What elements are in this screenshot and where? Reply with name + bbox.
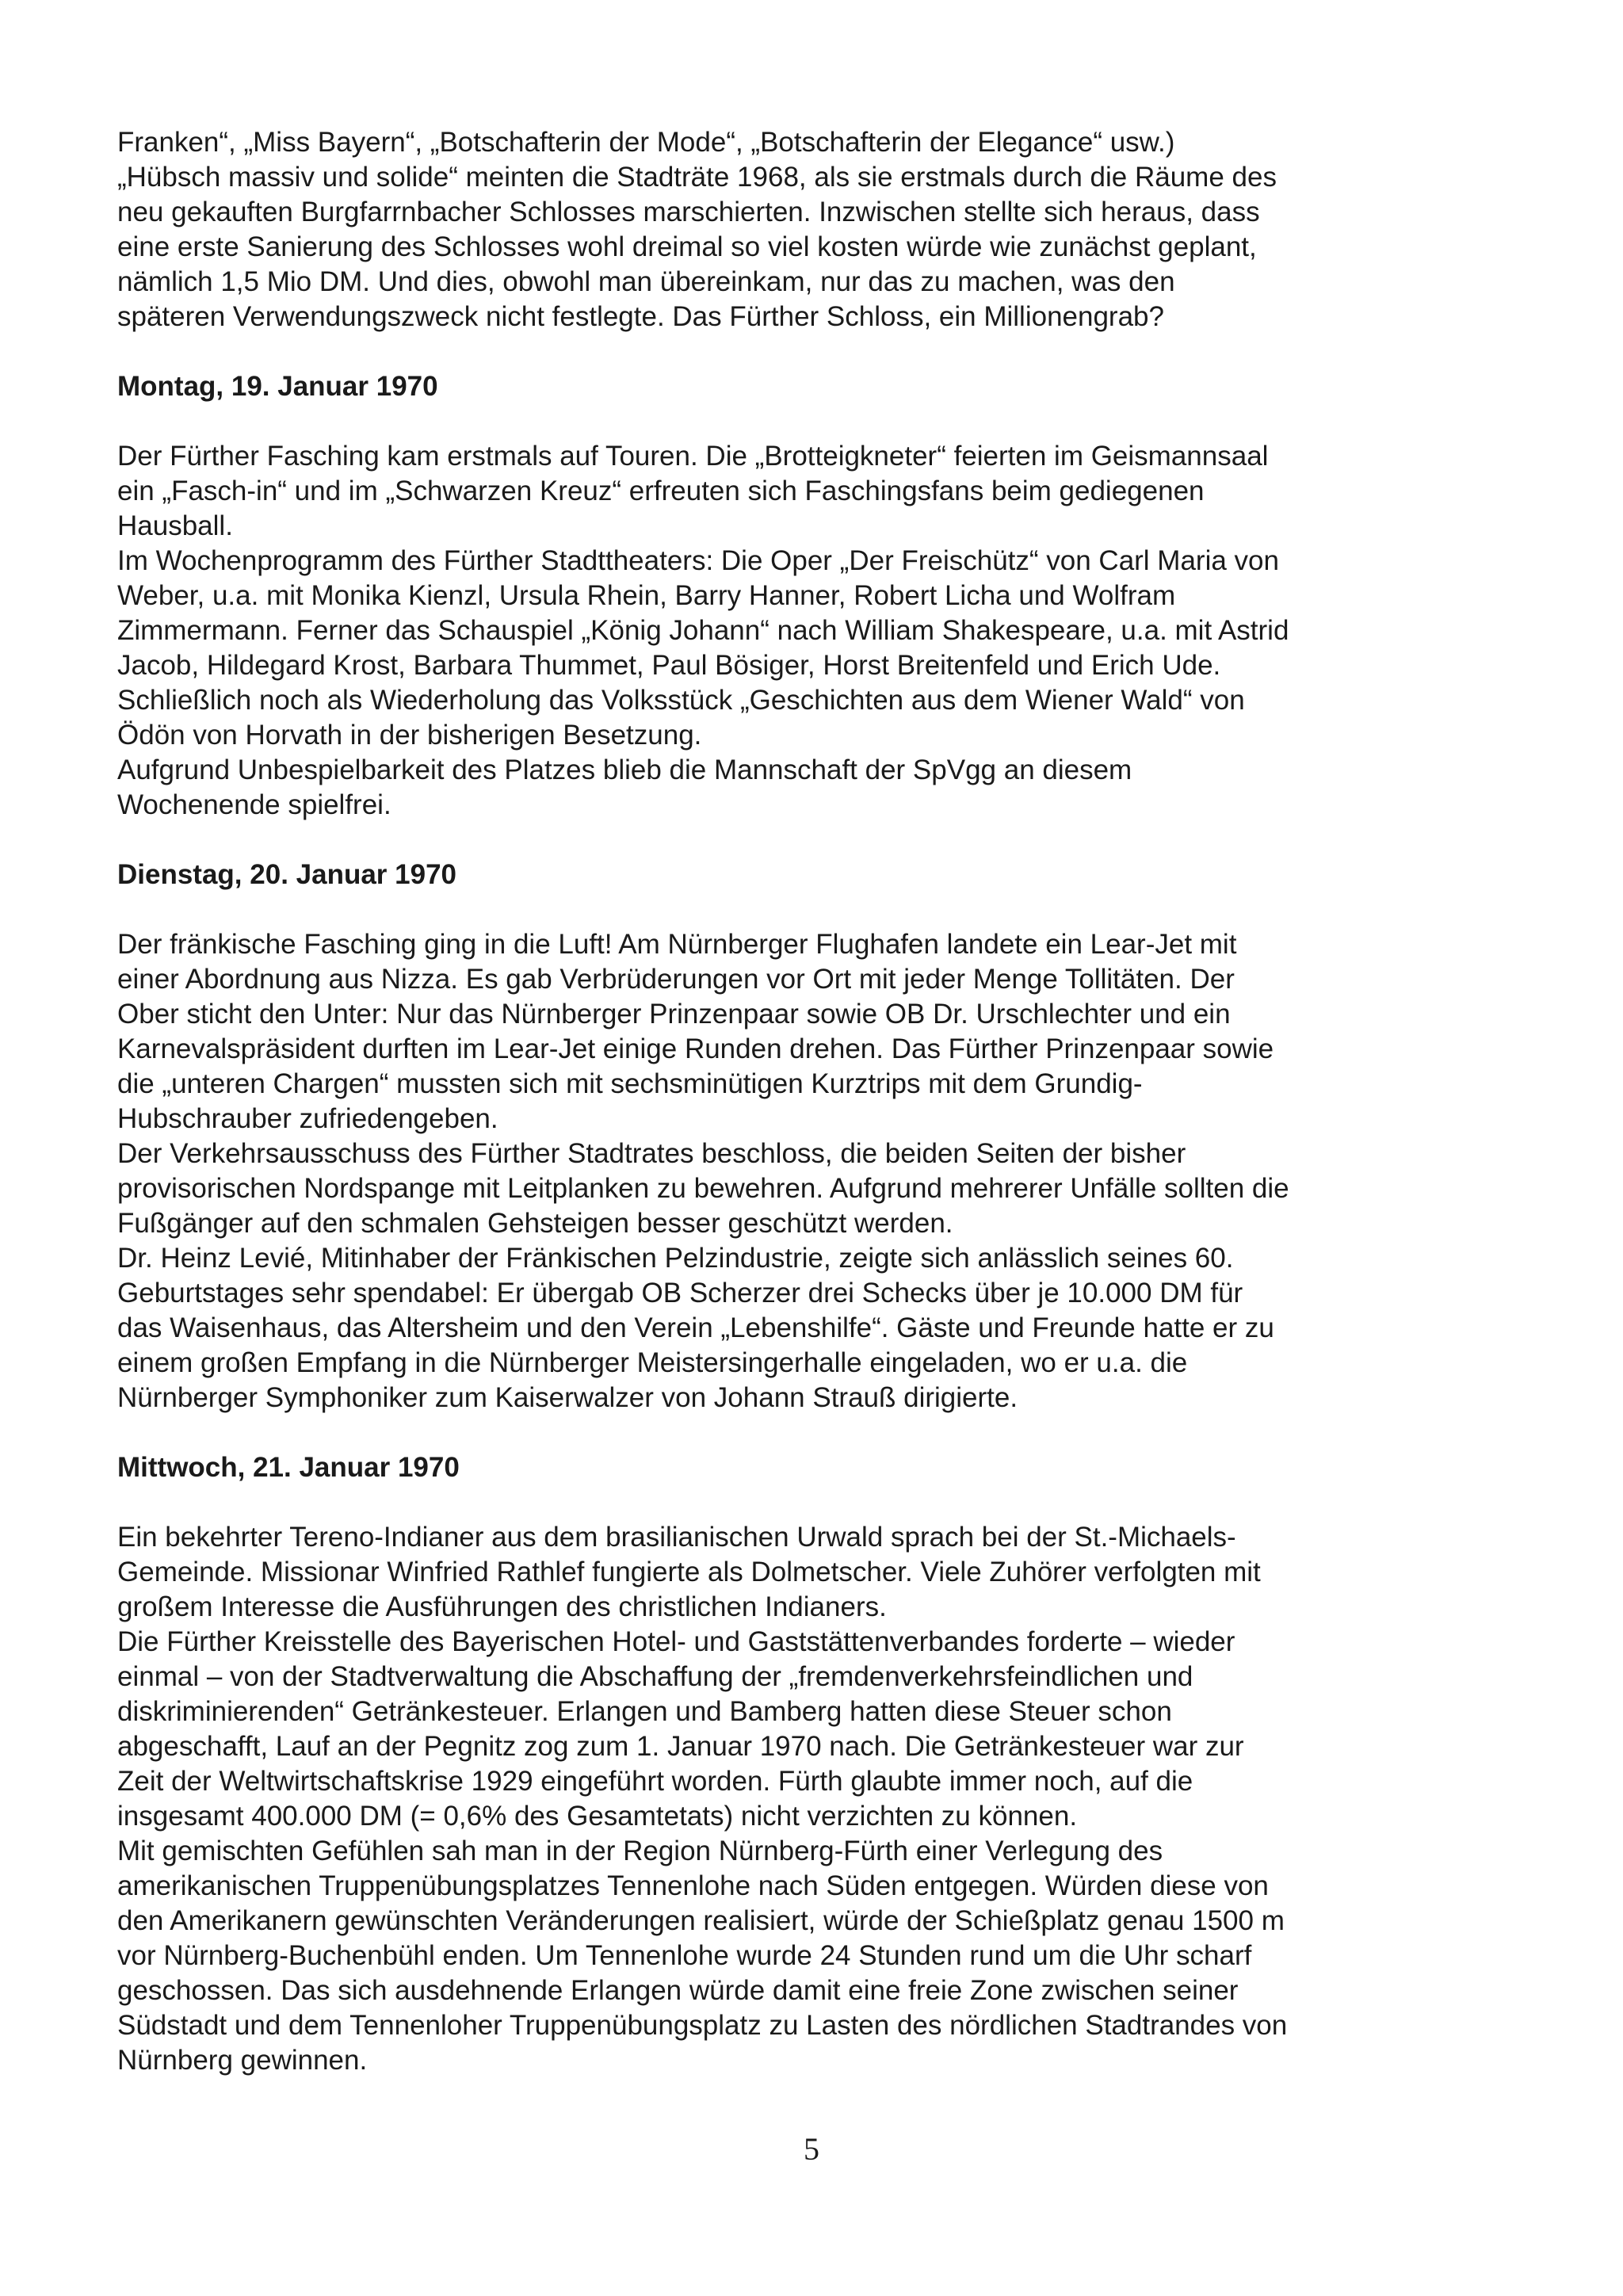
section-heading: Mittwoch, 21. Januar 1970 xyxy=(117,1452,460,1483)
section-heading: Montag, 19. Januar 1970 xyxy=(117,371,438,402)
spacer xyxy=(117,334,1401,369)
spacer xyxy=(117,1485,1401,1520)
section-paragraph: Der fränkische Fasching ging in die Luft! Am Nürnberger Flughafen landete ein Lear-Jet mit einer Abordnung aus Nizza. Es gab Verbrüderungen vor Ort mit jeder Menge Tollitäten. Der Ober sticht den Unter: Nur das Nürnberger Prinzenpaar sowie OB Dr. Urschlechter und ein Karnevalspräsident durften im Lear-Jet einige Runden drehen. Das Fürther Prinzenpaar sowie die „unteren Chargen“ mussten sich mit sechsminütigen Kurztrips mit dem Grundig- Hubschrauber zufriedengeben. xyxy=(117,929,1274,1134)
section-paragraph: Der Fürther Fasching kam erstmals auf Touren. Die „Brotteigkneter“ feierten im Geismannsaal ein „Fasch-in“ und im „Schwarzen Kreuz“ erfreuten sich Faschingsfans beim gediegenen Hausball. xyxy=(117,441,1269,541)
section-paragraph: Im Wochenprogramm des Fürther Stadttheaters: Die Oper „Der Freischütz“ von Carl Maria von Weber, u.a. mit Monika Kienzl, Ursula Rhein, Barry Hanner, Robert Licha und Wolfram Zimmermann. Ferner das Schauspiel „König Johann“ nach William Shakespeare, u.a. mit Astrid Jacob, Hildegard Krost, Barbara Thummet, Paul Bösiger, Horst Breitenfeld und Erich Ude. Schließlich noch als Wiederholung das Volksstück „Geschichten aus dem Wiener Wald“ von Ödön von Horvath in der bisherigen Besetzung. xyxy=(117,545,1289,751)
section-paragraph: Ein bekehrter Tereno-Indianer aus dem brasilianischen Urwald sprach bei der St.-Michaels- Gemeinde. Missionar Winfried Rathlef fungierte als Dolmetscher. Viele Zuhörer verfolgten mit großem Interesse die Ausführungen des christlichen Indianers. xyxy=(117,1522,1261,1622)
spacer xyxy=(117,823,1401,858)
section-montag xyxy=(117,369,1401,823)
spacer xyxy=(117,1415,1401,1450)
section-paragraph: Der Verkehrsausschuss des Fürther Stadtrates beschloss, die beiden Seiten der bisher provisorischen Nordspange mit Leitplanken zu bewehren. Aufgrund mehrerer Unfälle sollten die Fußgänger auf den schmalen Gehsteigen besser geschützt werden. xyxy=(117,1138,1289,1239)
page-number: 5 xyxy=(804,2131,819,2167)
section-mittwoch xyxy=(117,1450,1401,2078)
spacer xyxy=(117,404,1401,439)
section-heading: Dienstag, 20. Januar 1970 xyxy=(117,859,456,890)
section-paragraph: Mit gemischten Gefühlen sah man in der Region Nürnberg-Fürth einer Verlegung des amerikanischen Truppenübungsplatzes Tennenlohe nach Süden entgegen. Würden diese von den Amerikanern gewünschten Veränderungen realisiert, würde der Schießplatz genau 1500 m vor Nürnberg-Buchenbühl enden. Um Tennenlohe wurde 24 Stunden rund um die Uhr scharf geschossen. Das sich ausdehnende Erlangen würde damit eine freie Zone zwischen seiner Südstadt und dem Tennenloher Truppenübungsplatz zu Lasten des nördlichen Stadtrandes von Nürnberg gewinnen. xyxy=(117,1836,1288,2076)
spacer xyxy=(117,892,1401,927)
section-dienstag xyxy=(117,858,1401,1415)
section-paragraph: Die Fürther Kreisstelle des Bayerischen Hotel- und Gaststättenverbandes forderte – wieder einmal – von der Stadtverwaltung die Abschaffung der „fremdenverkehrsfeindlichen und diskriminierenden“ Getränkesteuer. Erlangen und Bamberg hatten diese Steuer schon abgeschafft, Lauf an der Pegnitz zog zum 1. Januar 1970 nach. Die Getränkesteuer war zur Zeit der Weltwirtschaftskrise 1929 eingeführt worden. Fürth glaubte immer noch, auf die insgesamt 400.000 DM (= 0,6% des Gesamtetats) nicht verzichten zu können. xyxy=(117,1626,1244,1832)
section-paragraph: Dr. Heinz Levié, Mitinhaber der Fränkischen Pelzindustrie, zeigte sich anlässlich seines 60. Geburtstages sehr spendabel: Er übergab OB Scherzer drei Schecks über je 10.000 DM für das Waisenhaus, das Altersheim und den Verein „Lebenshilfe“. Gäste und Freunde hatte er zu einem großen Empfang in die Nürnberger Meistersingerhalle eingeladen, wo er u.a. die Nürnberger Symphoniker zum Kaiserwalzer von Johann Strauß dirigierte. xyxy=(117,1243,1274,1413)
document-page xyxy=(117,125,1401,2078)
section-paragraph: Aufgrund Unbespielbarkeit des Platzes blieb die Mannschaft der SpVgg an diesem Wochenende spielfrei. xyxy=(117,755,1132,820)
intro-paragraph: Franken“, „Miss Bayern“, „Botschafterin der Mode“, „Botschafterin der Elegance“ usw.) „Hübsch massiv und solide“ meinten die Stadträte 1968, als sie erstmals durch die Räume des neu gekauften Burgfarrnbacher Schlosses marschierten. Inzwischen stellte sich heraus, dass eine erste Sanierung des Schlosses wohl dreimal so viel kosten würde wie zunächst geplant, nämlich 1,5 Mio DM. Und dies, obwohl man übereinkam, nur das zu machen, was den späteren Verwendungszweck nicht festlegte. Das Fürther Schloss, ein Millionengrab? xyxy=(117,127,1277,332)
